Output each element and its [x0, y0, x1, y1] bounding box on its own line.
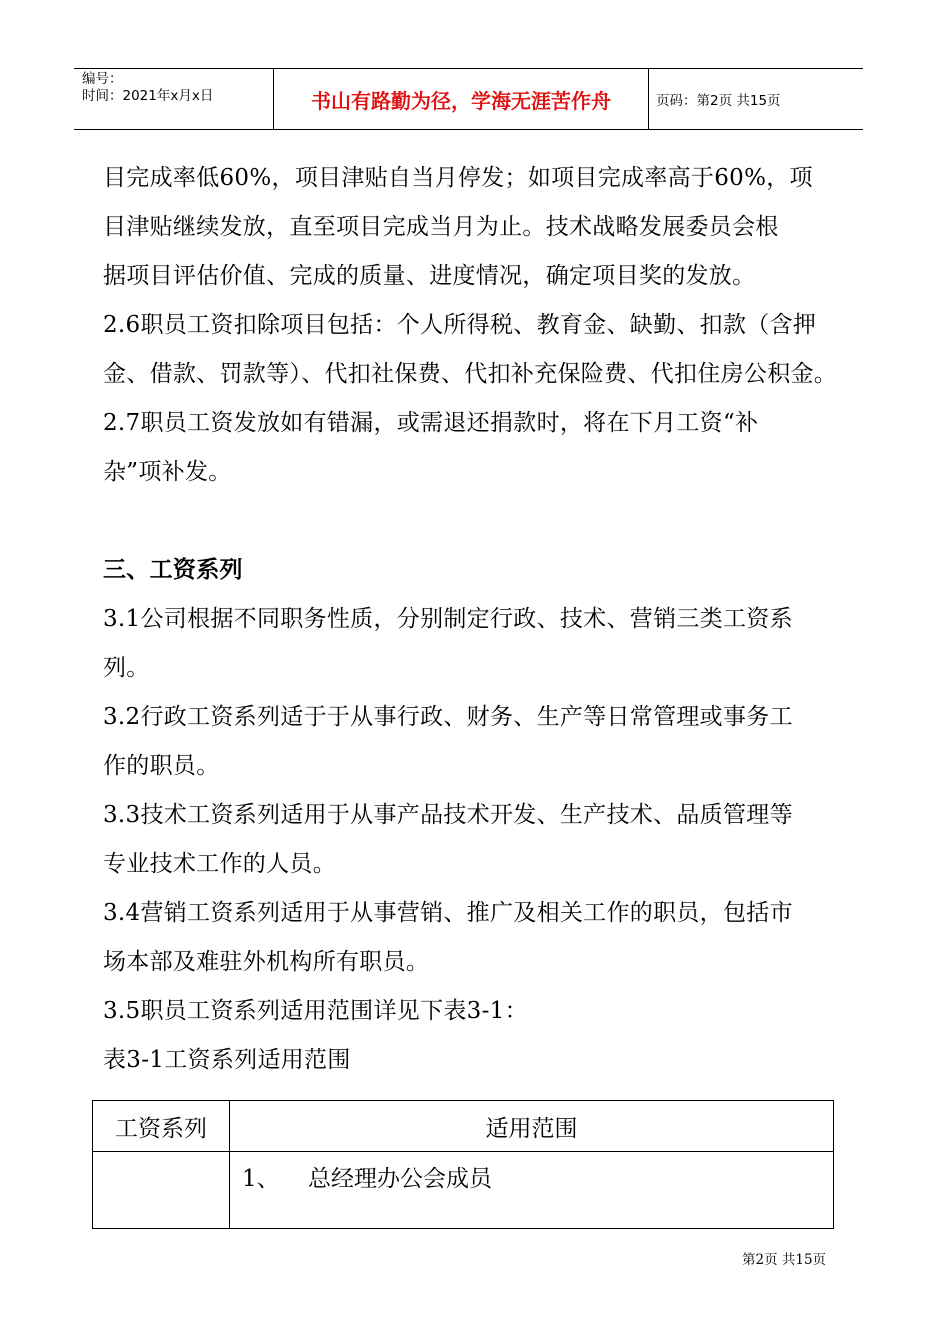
paragraph-line: 3.2行政工资系列适于于从事行政、财务、生产等日常管理或事务工 — [103, 704, 793, 730]
paragraph-line: 3.3技术工资系列适用于从事产品技术开发、生产技术、品质管理等 — [103, 802, 793, 828]
document-body — [103, 154, 843, 1085]
header-slogan: 书山有路勤为径，学海无涯苦作舟 — [274, 69, 649, 129]
paragraph-line: 2.6职员工资扣除项目包括：个人所得税、教育金、缺勤、扣款（含押 — [103, 312, 817, 338]
header-meta — [74, 69, 274, 129]
paragraph-line: 2.7职员工资发放如有错漏，或需退还捐款时，将在下月工资“补 — [103, 410, 759, 436]
table-cell-scope — [230, 1152, 834, 1229]
paragraph-line: 3.4营销工资系列适用于从事营销、推广及相关工作的职员，包括市 — [103, 900, 793, 926]
paragraph-line: 3.5职员工资系列适用范围详见下表3-1： — [103, 998, 528, 1024]
scope-item-number: 1、 — [242, 1166, 280, 1192]
section-title: 三、工资系列 — [103, 557, 243, 583]
table-header-cell: 适用范围 — [230, 1101, 834, 1152]
paragraph-line: 专业技术工作的人员。 — [103, 851, 336, 877]
paragraph-line: 杂”项补发。 — [103, 459, 232, 485]
paragraph-line: 据项目评估价值、完成的质量、进度情况，确定项目奖的发放。 — [103, 263, 756, 289]
table-row — [93, 1152, 834, 1229]
paragraph-line: 目完成率低60%，项目津贴自当月停发；如项目完成率高于60%，项 — [103, 165, 813, 191]
header-page-info: 页码：第2页 共15页 — [656, 93, 781, 109]
scope-item-text: 总经理办公会成员 — [308, 1166, 492, 1192]
salary-series-table — [92, 1100, 834, 1229]
table-cell-series — [93, 1152, 230, 1229]
scope-item — [230, 1152, 833, 1193]
paragraph-line: 金、借款、罚款等）、代扣社保费、代扣补充保险费、代扣住房公积金。 — [103, 361, 838, 387]
paragraph-line: 作的职员。 — [103, 753, 220, 779]
paragraph-line: 目津贴继续发放，直至项目完成当月为止。技术战略发展委员会根 — [103, 214, 779, 240]
serial-label: 编号： — [82, 71, 123, 87]
time-label: 时间：2021年x月x日 — [82, 88, 214, 104]
table-header-row — [93, 1101, 834, 1152]
table-header-cell: 工资系列 — [93, 1101, 230, 1152]
table-caption: 表3-1工资系列适用范围 — [103, 1047, 351, 1073]
paragraph-line: 3.1公司根据不同职务性质，分别制定行政、技术、营销三类工资系 — [103, 606, 793, 632]
page-header — [74, 68, 863, 130]
page-footer: 第2页 共15页 — [742, 1252, 827, 1268]
blank-line — [103, 497, 843, 546]
paragraph-line: 场本部及难驻外机构所有职员。 — [103, 949, 430, 975]
paragraph-line: 列。 — [103, 655, 150, 681]
